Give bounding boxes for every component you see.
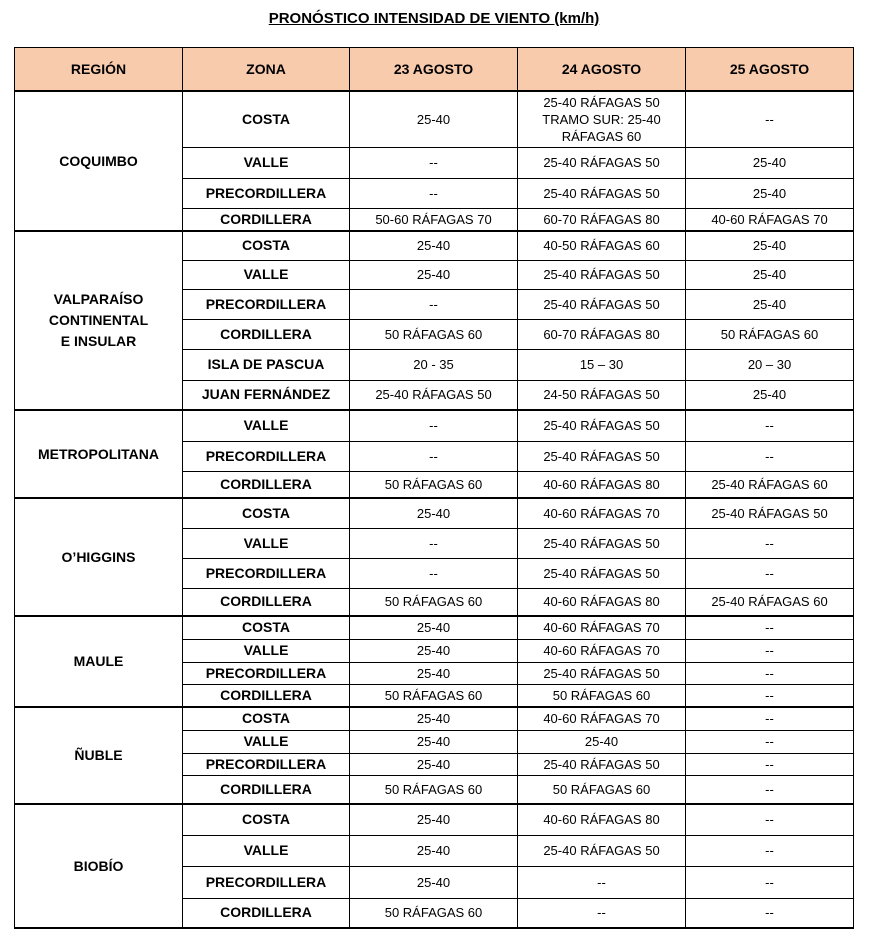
zona-cell: PRECORDILLERA xyxy=(183,178,350,208)
value-24-agosto: 25-40 RÁFAGAS 50 xyxy=(518,147,686,178)
value-25-agosto: 25-40 xyxy=(686,147,854,178)
zona-cell: PRECORDILLERA xyxy=(183,289,350,319)
value-25-agosto: 50 RÁFAGAS 60 xyxy=(686,319,854,349)
zona-cell: PRECORDILLERA xyxy=(183,753,350,775)
value-25-agosto: -- xyxy=(686,410,854,441)
value-24-agosto: 40-60 RÁFAGAS 80 xyxy=(518,471,686,498)
region-cell: ÑUBLE xyxy=(15,707,183,804)
value-25-agosto: -- xyxy=(686,639,854,662)
value-25-agosto: 25-40 RÁFAGAS 60 xyxy=(686,471,854,498)
value-25-agosto: -- xyxy=(686,866,854,898)
value-24-agosto: 60-70 RÁFAGAS 80 xyxy=(518,208,686,231)
value-23-agosto: 25-40 xyxy=(350,866,518,898)
zona-cell: ISLA DE PASCUA xyxy=(183,349,350,380)
value-24-agosto: 25-40 RÁFAGAS 50 xyxy=(518,528,686,558)
zona-cell: JUAN FERNÁNDEZ xyxy=(183,380,350,410)
value-25-agosto: -- xyxy=(686,558,854,588)
value-23-agosto: -- xyxy=(350,441,518,471)
table-body xyxy=(15,91,854,928)
value-23-agosto: 25-40 xyxy=(350,835,518,866)
zona-cell: PRECORDILLERA xyxy=(183,441,350,471)
value-23-agosto: -- xyxy=(350,558,518,588)
region-cell: COQUIMBO xyxy=(15,91,183,231)
zona-cell: COSTA xyxy=(183,231,350,260)
value-25-agosto: -- xyxy=(686,662,854,684)
value-24-agosto: 25-40 RÁFAGAS 50 xyxy=(518,289,686,319)
zona-cell: PRECORDILLERA xyxy=(183,866,350,898)
page-title: PRONÓSTICO INTENSIDAD DE VIENTO (km/h) xyxy=(268,10,600,27)
zona-cell: PRECORDILLERA xyxy=(183,662,350,684)
header-24-agosto: 24 AGOSTO xyxy=(518,48,686,92)
value-23-agosto: -- xyxy=(350,410,518,441)
value-24-agosto: 25-40 RÁFAGAS 50 xyxy=(518,410,686,441)
header-region: REGIÓN xyxy=(15,48,183,92)
zona-cell: CORDILLERA xyxy=(183,588,350,616)
zona-cell: VALLE xyxy=(183,147,350,178)
value-23-agosto: 25-40 xyxy=(350,260,518,289)
zona-cell: VALLE xyxy=(183,730,350,753)
value-24-agosto: 40-60 RÁFAGAS 70 xyxy=(518,616,686,639)
value-23-agosto: 25-40 xyxy=(350,91,518,147)
value-23-agosto: 25-40 xyxy=(350,753,518,775)
zona-cell: CORDILLERA xyxy=(183,684,350,707)
table-row xyxy=(15,616,854,639)
region-cell: VALPARAÍSO CONTINENTAL E INSULAR xyxy=(15,231,183,410)
zona-cell: PRECORDILLERA xyxy=(183,558,350,588)
value-24-agosto: -- xyxy=(518,898,686,928)
table-row xyxy=(15,804,854,835)
value-23-agosto: 50 RÁFAGAS 60 xyxy=(350,319,518,349)
value-23-agosto: 25-40 xyxy=(350,707,518,730)
value-24-agosto: 40-60 RÁFAGAS 80 xyxy=(518,588,686,616)
value-24-agosto: 25-40 RÁFAGAS 50 xyxy=(518,260,686,289)
value-25-agosto: 25-40 RÁFAGAS 60 xyxy=(686,588,854,616)
value-25-agosto: -- xyxy=(686,753,854,775)
value-23-agosto: 25-40 xyxy=(350,639,518,662)
table-row xyxy=(15,498,854,528)
value-24-agosto: 40-60 RÁFAGAS 70 xyxy=(518,707,686,730)
value-23-agosto: 25-40 xyxy=(350,662,518,684)
table-row xyxy=(15,707,854,730)
header-zona: ZONA xyxy=(183,48,350,92)
value-23-agosto: 50 RÁFAGAS 60 xyxy=(350,898,518,928)
zona-cell: COSTA xyxy=(183,707,350,730)
value-24-agosto: 25-40 RÁFAGAS 50 xyxy=(518,441,686,471)
value-25-agosto: -- xyxy=(686,804,854,835)
value-24-agosto: 15 – 30 xyxy=(518,349,686,380)
table-row xyxy=(15,410,854,441)
value-24-agosto: 25-40 RÁFAGAS 50 TRAMO SUR: 25-40 RÁFAGAS 60 xyxy=(518,91,686,147)
value-23-agosto: 25-40 xyxy=(350,498,518,528)
region-cell: O’HIGGINS xyxy=(15,498,183,616)
value-25-agosto: 25-40 xyxy=(686,231,854,260)
value-24-agosto: -- xyxy=(518,866,686,898)
value-24-agosto: 25-40 RÁFAGAS 50 xyxy=(518,558,686,588)
value-25-agosto: 25-40 xyxy=(686,260,854,289)
value-23-agosto: -- xyxy=(350,147,518,178)
value-23-agosto: 50-60 RÁFAGAS 70 xyxy=(350,208,518,231)
value-24-agosto: 50 RÁFAGAS 60 xyxy=(518,775,686,804)
value-23-agosto: 50 RÁFAGAS 60 xyxy=(350,684,518,707)
zona-cell: CORDILLERA xyxy=(183,471,350,498)
zona-cell: COSTA xyxy=(183,91,350,147)
zona-cell: VALLE xyxy=(183,835,350,866)
value-25-agosto: 25-40 xyxy=(686,289,854,319)
value-25-agosto: -- xyxy=(686,898,854,928)
header-23-agosto: 23 AGOSTO xyxy=(350,48,518,92)
table-row xyxy=(15,231,854,260)
zona-cell: CORDILLERA xyxy=(183,775,350,804)
value-23-agosto: 20 - 35 xyxy=(350,349,518,380)
value-23-agosto: -- xyxy=(350,178,518,208)
value-25-agosto: -- xyxy=(686,441,854,471)
header-25-agosto: 25 AGOSTO xyxy=(686,48,854,92)
value-23-agosto: 25-40 xyxy=(350,804,518,835)
value-23-agosto: 25-40 xyxy=(350,231,518,260)
value-25-agosto: 25-40 RÁFAGAS 50 xyxy=(686,498,854,528)
value-24-agosto: 24-50 RÁFAGAS 50 xyxy=(518,380,686,410)
zona-cell: VALLE xyxy=(183,260,350,289)
zona-cell: COSTA xyxy=(183,804,350,835)
value-25-agosto: 25-40 xyxy=(686,380,854,410)
value-24-agosto: 25-40 RÁFAGAS 50 xyxy=(518,835,686,866)
zona-cell: VALLE xyxy=(183,410,350,441)
value-24-agosto: 40-60 RÁFAGAS 70 xyxy=(518,498,686,528)
value-25-agosto: -- xyxy=(686,730,854,753)
value-24-agosto: 25-40 RÁFAGAS 50 xyxy=(518,753,686,775)
region-cell: BIOBÍO xyxy=(15,804,183,928)
value-25-agosto: 20 – 30 xyxy=(686,349,854,380)
value-24-agosto: 50 RÁFAGAS 60 xyxy=(518,684,686,707)
wind-forecast-table xyxy=(14,47,854,929)
value-23-agosto: -- xyxy=(350,528,518,558)
value-23-agosto: 25-40 xyxy=(350,616,518,639)
region-cell: METROPOLITANA xyxy=(15,410,183,498)
value-25-agosto: 40-60 RÁFAGAS 70 xyxy=(686,208,854,231)
zona-cell: VALLE xyxy=(183,639,350,662)
value-24-agosto: 40-50 RÁFAGAS 60 xyxy=(518,231,686,260)
zona-cell: CORDILLERA xyxy=(183,898,350,928)
value-25-agosto: -- xyxy=(686,91,854,147)
value-25-agosto: -- xyxy=(686,684,854,707)
value-23-agosto: 50 RÁFAGAS 60 xyxy=(350,775,518,804)
value-25-agosto: -- xyxy=(686,775,854,804)
zona-cell: CORDILLERA xyxy=(183,208,350,231)
value-24-agosto: 25-40 RÁFAGAS 50 xyxy=(518,662,686,684)
zona-cell: COSTA xyxy=(183,498,350,528)
value-24-agosto: 40-60 RÁFAGAS 70 xyxy=(518,639,686,662)
value-25-agosto: 25-40 xyxy=(686,178,854,208)
value-25-agosto: -- xyxy=(686,707,854,730)
value-24-agosto: 25-40 xyxy=(518,730,686,753)
zona-cell: VALLE xyxy=(183,528,350,558)
value-23-agosto: 50 RÁFAGAS 60 xyxy=(350,471,518,498)
value-25-agosto: -- xyxy=(686,528,854,558)
value-23-agosto: 25-40 xyxy=(350,730,518,753)
zona-cell: CORDILLERA xyxy=(183,319,350,349)
value-24-agosto: 40-60 RÁFAGAS 80 xyxy=(518,804,686,835)
value-25-agosto: -- xyxy=(686,835,854,866)
value-24-agosto: 25-40 RÁFAGAS 50 xyxy=(518,178,686,208)
region-cell: MAULE xyxy=(15,616,183,707)
value-23-agosto: 25-40 RÁFAGAS 50 xyxy=(350,380,518,410)
table-header-row xyxy=(15,48,854,92)
zona-cell: COSTA xyxy=(183,616,350,639)
value-25-agosto: -- xyxy=(686,616,854,639)
value-23-agosto: 50 RÁFAGAS 60 xyxy=(350,588,518,616)
table-row xyxy=(15,91,854,147)
value-24-agosto: 60-70 RÁFAGAS 80 xyxy=(518,319,686,349)
value-23-agosto: -- xyxy=(350,289,518,319)
